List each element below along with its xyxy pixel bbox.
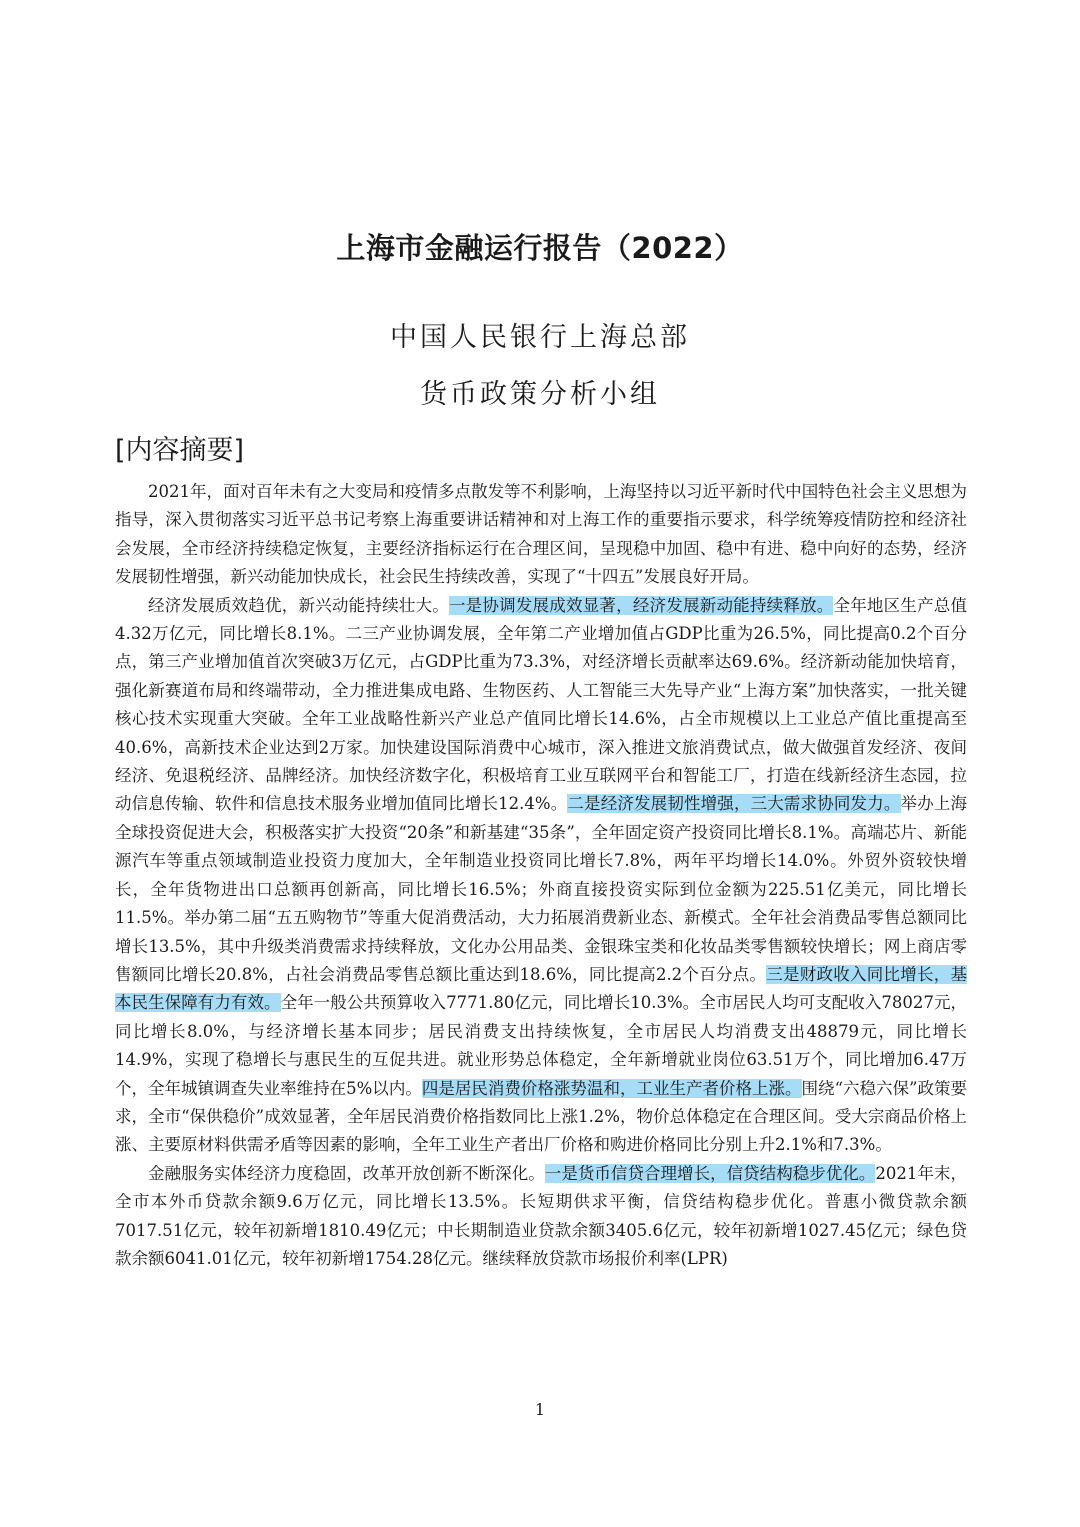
paragraph-overview: [115, 478, 967, 592]
paragraph-text: 2021年末，全市本外币贷款余额9.6万亿元，同比增长13.5%。长短期供求平衡，信贷结构稳步优化。普惠小微贷款余额7017.51亿元，较年初新增1810.49亿元；中长期制造业贷款余额3405.6亿元，较年初新增1027.45亿元；绿色贷款余额6041.01亿元，较年初新增1754.28亿元。继续释放贷款市场报价利率(LPR): [115, 1163, 968, 1268]
document-body: [115, 478, 967, 1273]
paragraph-text: 围绕“六稳六保”政策要求，全市“保供稳价”成效显著，全年居民消费价格指数同比上涨1.2%，物价总体稳定在合理区间。受大宗商品价格上涨、主要原材料供需矛盾等因素的影响，全年工业生产者出厂价格和购进价格同比分别上升2.1%和7.3%。: [115, 1078, 968, 1155]
document-title: 上海市金融运行报告（2022）: [336, 231, 744, 265]
highlighted-text: 三是财政收入同比增长，基本民生保障有力有效。: [115, 964, 968, 1013]
highlighted-text: 二是经济发展韧性增强，三大需求协同发力。: [567, 794, 901, 814]
paragraph-finance: [115, 1160, 967, 1274]
highlighted-text: 四是居民消费价格涨势温和，工业生产者价格上涨。: [421, 1078, 802, 1098]
issuer-name: 中国人民银行上海总部: [390, 322, 690, 353]
paragraph-text: 全年一般公共预算收入7771.80亿元，同比增长10.3%。全市居民人均可支配收入78027元，同比增长8.0%，与经济增长基本同步；居民消费支出持续恢复，全市居民人均消费支出48879元，同比增长14.9%，实现了稳增长与惠民生的互促共进。就业形势总体稳定，全年新增就业岗位63.51万个，同比增加6.47万个，全年城镇调查失业率维持在5%以内。: [115, 993, 968, 1098]
paragraph-text: 经济发展质效趋优，新兴动能持续壮大。: [148, 595, 449, 615]
paragraph-text: 举办上海全球投资促进大会，积极落实扩大投资“20条”和新基建“35条”，全年固定资产投资同比增长8.1%。高端芯片、新能源汽车等重点领域制造业投资力度加大，全年制造业投资同比增长7.8%，两年平均增长14.0%。外贸外资较快增长，全年货物进出口总额再创新高，同比增长16.5%；外商直接投资实际到位金额为225.51亿美元，同比增长11.5%。举办第二届“五五购物节”等重大促消费活动，大力拓展消费新业态、新模式。全年社会消费品零售总额同比增长13.5%，其中升级类消费需求持续释放，文化办公用品类、金银珠宝类和化妆品类零售额较快增长；网上商店零售额同比增长20.8%，占社会消费品零售总额比重达到18.6%，同比提高2.2个百分点。: [115, 794, 968, 984]
paragraph-text: 金融服务实体经济力度稳固，改革开放创新不断深化。: [148, 1163, 545, 1183]
highlighted-text: 一是协调发展成效显著，经济发展新动能持续释放。: [448, 595, 834, 615]
paragraph-text: 全年地区生产总值4.32万亿元，同比增长8.1%。二三产业协调发展，全年第二产业增加值占GDP比重为26.5%，同比提高0.2个百分点，第三产业增加值首次突破3万亿元，占GDP比重为73.3%，对经济增长贡献率达69.6%。经济新动能加快培育，强化新赛道布局和终端带动，全力推进集成电路、生物医药、人工智能三大先导产业“上海方案”加快落实，一批关键核心技术实现重大突破。全年工业战略性新兴产业总产值同比增长14.6%，占全市规模以上工业总产值比重提高至40.6%，高新技术企业达到2万家。加快建设国际消费中心城市，深入推进文旅消费试点，做大做强首发经济、夜间经济、免退税经济、品牌经济。加快经济数字化，积极培育工业互联网平台和智能工厂，打造在线新经济生态园，拉动信息传输、软件和信息技术服务业增加值同比增长12.4%。: [115, 595, 967, 814]
highlighted-text: 一是货币信贷合理增长，信贷结构稳步优化。: [544, 1163, 876, 1183]
paragraph-economy: [115, 592, 967, 1160]
group-name: 货币政策分析小组: [420, 379, 660, 410]
page-number: 1: [534, 1400, 546, 1419]
paragraph-text: 2021年，面对百年未有之大变局和疫情多点散发等不利影响，上海坚持以习近平新时代中国特色社会主义思想为指导，深入贯彻落实习近平总书记考察上海重要讲话精神和对上海工作的重要指示要求，科学统筹疫情防控和经济社会发展，全市经济持续稳定恢复，主要经济指标运行在合理区间，呈现稳中加固、稳中有进、稳中向好的态势，经济发展韧性增强，新兴动能加快成长，社会民生持续改善，实现了“十四五”发展良好开局。: [115, 482, 967, 587]
section-heading: [内容摘要]: [115, 435, 245, 466]
